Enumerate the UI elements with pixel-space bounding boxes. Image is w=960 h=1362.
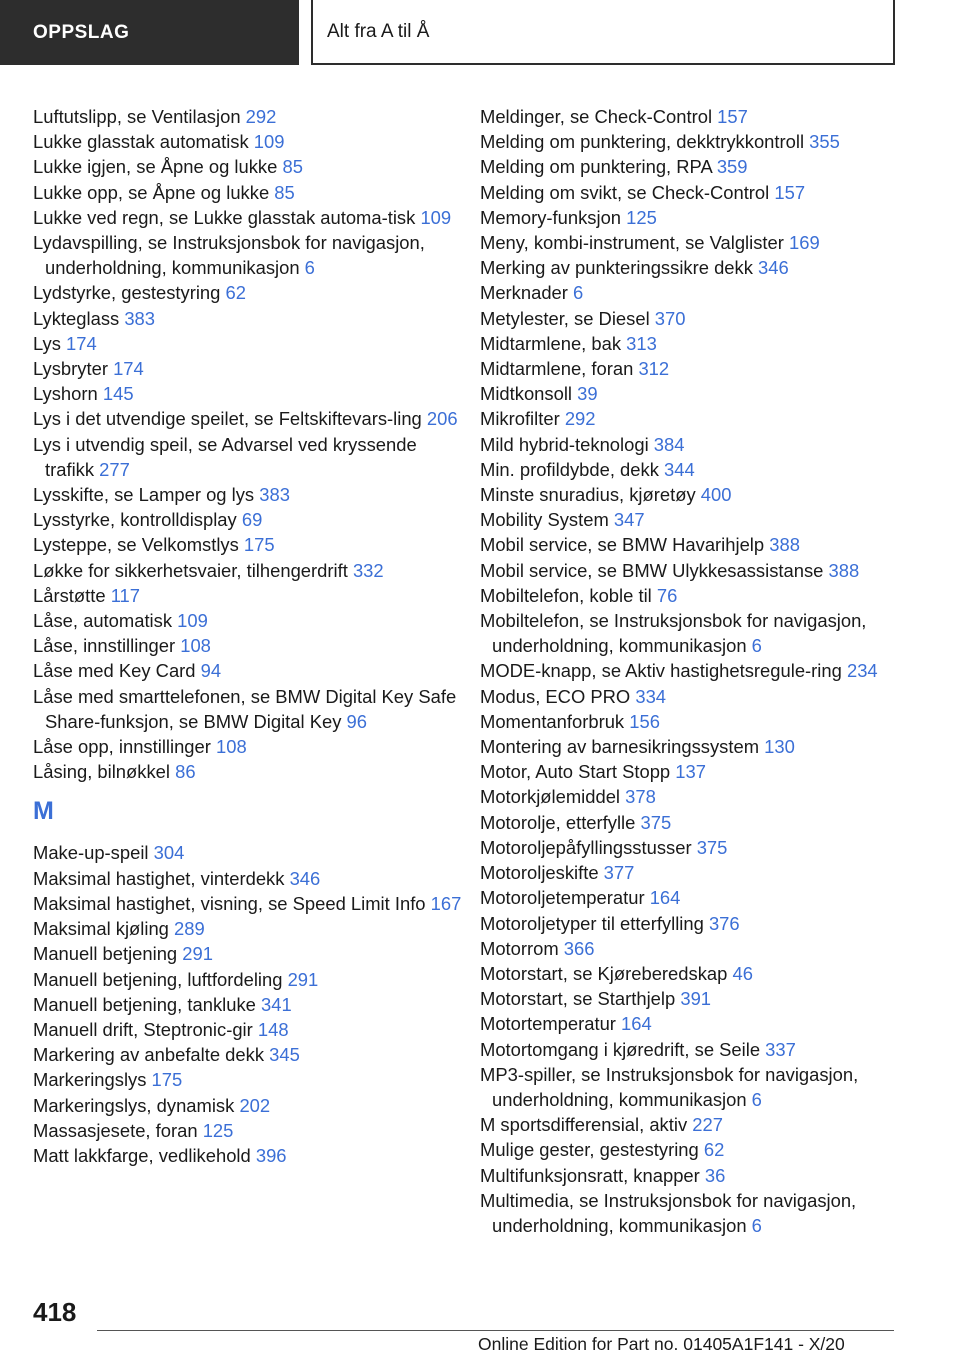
index-entry-page-link[interactable]: 85	[282, 156, 303, 178]
index-entry-page-link[interactable]: 148	[257, 1018, 289, 1040]
index-entry-page-link[interactable]: 156	[629, 710, 660, 732]
index-entry	[480, 1137, 900, 1162]
index-entry-page-link[interactable]: 96	[346, 710, 367, 732]
index-entry-page-link[interactable]: 130	[764, 736, 795, 758]
index-entry-page-link[interactable]: 164	[649, 887, 681, 909]
index-entry-page-link[interactable]: 346	[289, 867, 321, 889]
index-entry-page-link[interactable]: 313	[626, 332, 657, 354]
index-entry	[480, 406, 900, 431]
index-entry	[480, 759, 900, 784]
index-entry	[33, 941, 463, 966]
index-entry	[480, 457, 900, 482]
index-entry-term: Minste snuradius, kjøretøy	[480, 484, 701, 506]
index-entry	[33, 916, 463, 941]
index-entry-term: Mobil service, se BMW Havarihjelp	[480, 534, 770, 556]
index-entry-term: Mobility System	[480, 509, 614, 531]
index-entry-page-link[interactable]: 396	[255, 1144, 287, 1166]
index-entry-term: Motorrom	[480, 937, 564, 959]
index-entry-term: Mobiltelefon, se Instruksjonsbok for navigasjon, underholdning, kommunikasjon	[480, 610, 867, 657]
index-entry	[480, 1011, 900, 1036]
index-entry-page-link[interactable]: 383	[259, 484, 290, 506]
index-entry	[33, 1093, 463, 1118]
index-entry-term: MODE-knapp, se Aktiv hastighetsregule‐ring	[480, 660, 847, 682]
index-entry-term: Motorolje, etterfylle	[480, 811, 641, 833]
index-entry	[33, 482, 463, 507]
index-entry	[33, 532, 463, 557]
index-entry	[480, 532, 900, 557]
index-entry-term: Montering av barnesikringssystem	[480, 736, 765, 758]
index-entry-page-link[interactable]: 167	[430, 892, 462, 914]
index-entry-page-link[interactable]: 400	[700, 484, 732, 506]
index-entry-term: Manuell betjening	[33, 943, 183, 965]
index-entry-page-link[interactable]: 175	[151, 1069, 183, 1091]
index-entry	[33, 356, 463, 381]
index-entry-page-link[interactable]: 39	[577, 383, 598, 405]
index-entry-term: Lysbryter	[33, 358, 114, 380]
index-entry	[480, 482, 900, 507]
index-entry-term: Memory-funksjon	[480, 206, 627, 228]
index-entry-page-link[interactable]: 94	[200, 660, 222, 682]
index-entry	[480, 784, 900, 809]
index-entry-page-link[interactable]: 227	[692, 1114, 723, 1136]
index-entry-term: Meldinger, se Check-Control	[480, 106, 718, 127]
index-entry	[480, 885, 900, 910]
index-entry	[480, 1163, 900, 1188]
index-entry-term: Metylester, se Diesel	[480, 307, 655, 329]
index-entry	[480, 255, 900, 280]
index-entry	[33, 154, 463, 179]
index-entry-page-link[interactable]: 109	[177, 610, 208, 632]
index-entry	[480, 684, 900, 709]
index-entry	[33, 891, 463, 916]
index-entry-page-link[interactable]: 359	[716, 156, 748, 178]
index-entry-term: Motorstart, se Kjøreberedskap	[480, 962, 733, 984]
index-entry-page-link[interactable]: 145	[102, 383, 134, 405]
index-entry	[33, 734, 463, 759]
index-entry-page-link[interactable]: 137	[675, 761, 706, 783]
index-entry-page-link[interactable]: 117	[110, 584, 141, 606]
index-entry-page-link[interactable]: 36	[704, 1164, 726, 1186]
index-entry-term: Motoroljetemperatur	[480, 887, 650, 909]
index-entry	[480, 306, 900, 331]
index-entry	[33, 180, 463, 205]
index-entry-page-link[interactable]: 384	[653, 433, 685, 455]
index-entry	[480, 936, 900, 961]
index-entry-page-link[interactable]: 292	[564, 408, 596, 430]
index-entry	[480, 129, 900, 154]
index-entry-term: Motorkjølemiddel	[480, 786, 626, 808]
index-entry-page-link[interactable]: 366	[563, 937, 595, 959]
index-entry	[33, 1143, 463, 1168]
index-entry-page-link[interactable]: 383	[124, 307, 156, 329]
index-entry-page-link[interactable]: 234	[846, 660, 878, 682]
index-entry-page-link[interactable]: 157	[774, 181, 806, 203]
index-entry	[33, 866, 463, 891]
index-entry	[480, 205, 900, 230]
index-entry-term: Lyshorn	[33, 383, 103, 405]
index-entry-page-link[interactable]: 157	[717, 106, 748, 127]
index-entry	[480, 1037, 900, 1062]
index-letter-heading: M	[33, 797, 54, 826]
index-entry-term: Motoroljeskifte	[480, 862, 604, 884]
index-entry-term: Lukke glasstak automatisk	[33, 131, 254, 153]
index-entry	[480, 381, 900, 406]
index-entry-term: Manuell drift, Steptronic-gir	[33, 1018, 258, 1040]
index-entry	[480, 608, 900, 658]
index-entry-term: Låse med smarttelefonen, se BMW Digital Key Safe Share-funksjon, se BMW Digital Key	[33, 685, 457, 732]
index-entry-page-link[interactable]: 388	[828, 559, 860, 581]
index-entry-term: Lukke igjen, se Åpne og lukke	[33, 156, 283, 178]
index-entry	[480, 734, 900, 759]
index-entry-page-link[interactable]: 292	[245, 106, 277, 127]
index-entry-term: Min. profildybde, dekk	[480, 458, 664, 480]
index-entry-page-link[interactable]: 62	[703, 1139, 725, 1161]
index-entry-term: Løkke for sikkerhetsvaier, tilhengerdrift	[33, 559, 353, 581]
index-entry-page-link[interactable]: 125	[202, 1119, 234, 1141]
index-entry-term: Make-up-speil	[33, 842, 154, 864]
index-entry-term: Mild hybrid-teknologi	[480, 433, 654, 455]
index-entry	[480, 911, 900, 936]
index-entry-term: Lys i utvendig speil, se Advarsel ved kryssende trafikk	[33, 433, 417, 480]
index-entry-page-link[interactable]: 334	[635, 685, 667, 707]
index-entry-page-link[interactable]: 86	[175, 761, 196, 783]
index-entry-term: Modus, ECO PRO	[480, 685, 636, 707]
index-entry	[33, 608, 463, 633]
index-entry-page-link[interactable]: 337	[765, 1038, 796, 1060]
index-entry	[480, 709, 900, 734]
index-entry	[33, 684, 463, 734]
index-entry-page-link[interactable]: 125	[626, 206, 657, 228]
index-entry-page-link[interactable]: 62	[225, 282, 246, 304]
index-entry-term: Lysteppe, se Velkomstlys	[33, 534, 244, 556]
index-entry-term: Midtkonsoll	[480, 383, 578, 405]
index-entry-term: Mulige gester, gestestyring	[480, 1139, 704, 1161]
index-entry-page-link[interactable]: 46	[732, 962, 753, 984]
index-entry-page-link[interactable]: 375	[640, 811, 672, 833]
index-entry-page-link[interactable]: 6	[751, 1088, 762, 1110]
index-entry-page-link[interactable]: 202	[239, 1094, 271, 1116]
index-entry-term: Mobil service, se BMW Ulykkesassistanse	[480, 559, 829, 581]
index-entry-page-link[interactable]: 108	[216, 736, 247, 758]
index-entry-page-link[interactable]: 174	[113, 358, 144, 380]
index-entry-page-link[interactable]: 347	[613, 509, 645, 531]
chapter-title: Alt fra A til Å	[327, 20, 430, 42]
index-entry-term: Motor, Auto Start Stopp	[480, 761, 676, 783]
index-entry	[480, 986, 900, 1011]
index-entry	[480, 432, 900, 457]
index-entry-page-link[interactable]: 291	[287, 968, 319, 990]
index-entry-term: Markeringslys, dynamisk	[33, 1094, 240, 1116]
index-entry-term: Motortemperatur	[480, 1013, 622, 1035]
index-entry-term: Midtarmlene, foran	[480, 358, 639, 380]
index-entry-term: Låse med Key Card	[33, 660, 201, 682]
index-entry	[33, 381, 463, 406]
index-entry-page-link[interactable]: 346	[758, 257, 789, 279]
index-entry-term: Merknader	[480, 282, 574, 304]
index-entry-term: Lydstyrke, gestestyring	[33, 282, 226, 304]
index-entry-term: Maksimal kjøling	[33, 918, 175, 940]
index-entry	[480, 1062, 900, 1112]
footer-divider	[97, 1330, 894, 1331]
index-entry-page-link[interactable]: 312	[638, 358, 670, 380]
index-entry-page-link[interactable]: 6	[751, 1214, 762, 1236]
index-column-left	[33, 104, 463, 1168]
index-entry-page-link[interactable]: 377	[603, 862, 635, 884]
index-entry	[480, 280, 900, 305]
index-entry	[33, 1017, 463, 1042]
index-entry-term: Lykteglass	[33, 307, 125, 329]
index-entry-page-link[interactable]: 391	[680, 988, 712, 1010]
index-entry-page-link[interactable]: 6	[304, 257, 315, 279]
index-entry-page-link[interactable]: 370	[654, 307, 686, 329]
index-entry-page-link[interactable]: 345	[269, 1044, 300, 1066]
index-entry-page-link[interactable]: 175	[243, 534, 275, 556]
index-entry	[33, 507, 463, 532]
index-entry-page-link[interactable]: 6	[573, 282, 584, 304]
index-entry-page-link[interactable]: 332	[352, 559, 384, 581]
index-entry	[480, 1112, 900, 1137]
index-entry-term: Midtarmlene, bak	[480, 332, 627, 354]
index-entry-page-link[interactable]: 378	[625, 786, 656, 808]
index-entry-term: Motoroljepåfyllingsstusser	[480, 836, 697, 858]
index-entry	[33, 104, 463, 129]
index-entry	[33, 759, 463, 784]
index-entry-term: Motorstart, se Starthjelp	[480, 988, 681, 1010]
index-entry-page-link[interactable]: 289	[174, 918, 205, 940]
index-entry-page-link[interactable]: 388	[769, 534, 800, 556]
index-entry-term: Mikrofilter	[480, 408, 565, 430]
section-tab	[0, 0, 299, 65]
index-entry-term: Mobiltelefon, koble til	[480, 584, 657, 606]
index-entry-page-link[interactable]: 291	[182, 943, 213, 965]
index-entry-term: Luftutslipp, se Ventilasjon	[33, 106, 246, 127]
index-entry	[480, 104, 900, 129]
index-entry	[480, 810, 900, 835]
index-entry	[480, 331, 900, 356]
index-entry-term: MP3-spiller, se Instruksjonsbok for navigasjon, underholdning, kommunikasjon	[480, 1063, 859, 1110]
index-entry	[33, 280, 463, 305]
index-entry	[33, 406, 463, 431]
index-entry	[480, 356, 900, 381]
index-entry-term: Maksimal hastighet, visning, se Speed Limit Info	[33, 892, 431, 914]
index-entry	[480, 558, 900, 583]
index-entry-page-link[interactable]: 174	[66, 332, 97, 354]
index-entry	[480, 658, 900, 683]
index-entry-page-link[interactable]: 304	[153, 842, 185, 864]
index-entry-term: Lukke opp, se Åpne og lukke	[33, 181, 275, 203]
index-entry-page-link[interactable]: 76	[656, 584, 678, 606]
index-entry-page-link[interactable]: 6	[751, 635, 762, 657]
index-entry-term: Lysstyrke, kontrolldisplay	[33, 509, 242, 531]
index-entry-term: Multifunksjonsratt, knapper	[480, 1164, 705, 1186]
index-entry-term: Motoroljetyper til etterfylling	[480, 912, 709, 934]
index-entry-page-link[interactable]: 109	[253, 131, 285, 153]
index-entry-page-link[interactable]: 375	[696, 836, 728, 858]
chapter-tab	[311, 0, 895, 65]
index-entry	[33, 129, 463, 154]
index-entry-page-link[interactable]: 164	[621, 1013, 652, 1035]
index-entry	[480, 180, 900, 205]
index-entry-term: Låse, innstillinger	[33, 635, 181, 657]
index-entry	[33, 840, 463, 865]
index-entry-term: Motortomgang i kjøredrift, se Seile	[480, 1038, 766, 1060]
index-entry-term: Melding om svikt, se Check-Control	[480, 181, 775, 203]
index-entry-page-link[interactable]: 69	[241, 509, 263, 531]
index-entry	[33, 1042, 463, 1067]
index-entry-term: Lukke ved regn, se Lukke glasstak automa‐tisk	[33, 206, 421, 228]
index-entry-term: Lys i det utvendige speilet, se Feltskiftevars‐ling	[33, 408, 427, 430]
index-entry-page-link[interactable]: 108	[180, 635, 211, 657]
index-entry-term: Maksimal hastighet, vinterdekk	[33, 867, 290, 889]
index-entry-page-link[interactable]: 376	[708, 912, 740, 934]
index-entry-term: Matt lakkfarge, vedlikehold	[33, 1144, 256, 1166]
index-entry	[480, 835, 900, 860]
index-entry-term: Melding om punktering, RPA	[480, 156, 717, 178]
index-entry	[33, 331, 463, 356]
index-entry-term: Markeringslys	[33, 1069, 152, 1091]
index-entry	[480, 1188, 900, 1238]
index-entry-term: Markering av anbefalte dekk	[33, 1044, 270, 1066]
index-entry	[33, 306, 463, 331]
index-entry-term: Lårstøtte	[33, 584, 111, 606]
index-entry-term: Meny, kombi-instrument, se Valglister	[480, 232, 789, 254]
index-entry	[33, 658, 463, 683]
section-label: OPPSLAG	[33, 21, 130, 43]
index-entry-term: Lysskifte, se Lamper og lys	[33, 484, 260, 506]
index-entry	[480, 507, 900, 532]
index-entry-term: Låse, automatisk	[33, 610, 178, 632]
index-entry	[480, 961, 900, 986]
index-entry-term: Melding om punktering, dekktrykkontroll	[480, 131, 810, 153]
index-entry-term: Låse opp, innstillinger	[33, 736, 216, 758]
index-entry	[33, 1118, 463, 1143]
index-entry	[480, 583, 900, 608]
index-entry-page-link[interactable]: 344	[664, 458, 695, 480]
index-entry	[33, 432, 463, 482]
index-entry	[33, 1067, 463, 1092]
index-entry	[33, 230, 463, 280]
index-entry	[33, 633, 463, 658]
index-entry-term: Manuell betjening, tankluke	[33, 993, 261, 1015]
index-entry-term: Lys	[33, 332, 67, 354]
index-entry	[480, 230, 900, 255]
index-entry-term: Låsing, bilnøkkel	[33, 761, 176, 783]
index-entry-term: Lydavspilling, se Instruksjonsbok for navigasjon, underholdning, kommunikasjon	[33, 232, 425, 279]
index-entry-page-link[interactable]: 206	[426, 408, 458, 430]
index-entry-page-link[interactable]: 85	[274, 181, 295, 203]
index-entry	[480, 154, 900, 179]
index-entry	[480, 860, 900, 885]
index-entry	[33, 558, 463, 583]
index-entry	[33, 205, 463, 230]
index-entry-term: Momentanforbruk	[480, 710, 630, 732]
index-entry-term: Multimedia, se Instruksjonsbok for navigasjon, underholdning, kommunikasjon	[480, 1189, 857, 1236]
index-entry	[33, 583, 463, 608]
index-column-right	[480, 104, 900, 1238]
index-entry-term: Massasjesete, foran	[33, 1119, 203, 1141]
index-entry-page-link[interactable]: 109	[420, 206, 452, 228]
index-entry	[33, 967, 463, 992]
index-entry	[33, 992, 463, 1017]
index-entry-term: M sportsdifferensial, aktiv	[480, 1114, 693, 1136]
index-entry-page-link[interactable]: 277	[99, 458, 130, 480]
index-entry-page-link[interactable]: 169	[789, 232, 820, 254]
index-entry-page-link[interactable]: 341	[261, 993, 292, 1015]
index-entry-page-link[interactable]: 355	[809, 131, 840, 153]
page-number: 418	[33, 1297, 77, 1327]
index-entry-term: Merking av punkteringssikre dekk	[480, 257, 759, 279]
footer-edition: Online Edition for Part no. 01405A1F141 - X/20	[478, 1334, 845, 1354]
index-entry-term: Manuell betjening, luftfordeling	[33, 968, 288, 990]
